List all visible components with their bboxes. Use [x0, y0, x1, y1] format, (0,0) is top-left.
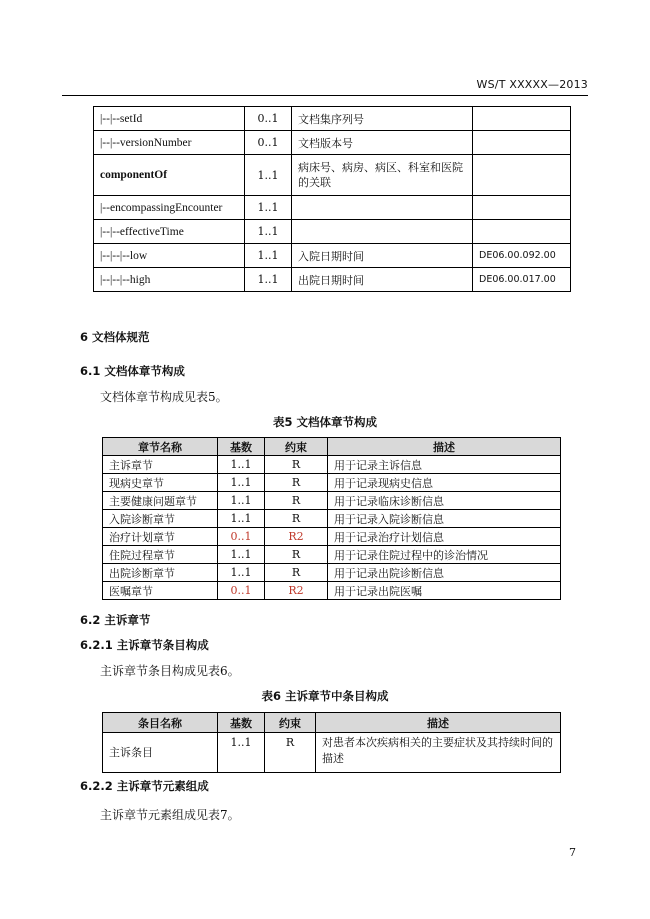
constraint: R	[265, 456, 328, 474]
constraint: R	[265, 546, 328, 564]
element-name: |--encompassingEncounter	[94, 196, 245, 220]
column-header: 描述	[316, 713, 561, 733]
cardinality: 1..1	[218, 510, 265, 528]
table-row	[94, 107, 571, 131]
column-header: 条目名称	[103, 713, 218, 733]
description: 对患者本次疾病相关的主要症状及其持续时间的描述	[316, 733, 561, 773]
cardinality: 1..1	[245, 268, 292, 292]
section-heading-6-2: 6.2 主诉章节	[80, 613, 151, 627]
cardinality: 0..1	[218, 582, 265, 600]
table-row	[103, 546, 561, 564]
data-element-code	[473, 155, 571, 196]
table-row	[103, 456, 561, 474]
table-header-row	[103, 713, 561, 733]
table-row	[103, 510, 561, 528]
data-element-code	[473, 131, 571, 155]
entry-name: 主诉条目	[103, 733, 218, 773]
description: 用于记录临床诊断信息	[328, 492, 561, 510]
cardinality: 1..1	[245, 220, 292, 244]
element-name: componentOf	[94, 155, 245, 196]
document-code: WS/T XXXXX—2013	[476, 78, 588, 91]
cardinality: 1..1	[245, 155, 292, 196]
table-row	[103, 492, 561, 510]
table6-caption: 表6 主诉章节中条目构成	[261, 689, 389, 703]
section-name: 主要健康问题章节	[103, 492, 218, 510]
description: 用于记录入院诊断信息	[328, 510, 561, 528]
cardinality: 1..1	[218, 564, 265, 582]
data-element-code	[473, 107, 571, 131]
section-name: 治疗计划章节	[103, 528, 218, 546]
constraint: R	[265, 510, 328, 528]
cardinality: 1..1	[218, 456, 265, 474]
element-name: |--|--versionNumber	[94, 131, 245, 155]
section-name: 住院过程章节	[103, 546, 218, 564]
description: 用于记录主诉信息	[328, 456, 561, 474]
description: 文档集序列号	[292, 107, 473, 131]
table-row	[94, 268, 571, 292]
page-number: 7	[569, 846, 576, 859]
description	[292, 220, 473, 244]
table-row	[94, 155, 571, 196]
paragraph-6-2-1: 主诉章节条目构成见表6。	[100, 664, 240, 678]
paragraph-6-1: 文档体章节构成见表5。	[100, 390, 228, 404]
element-name: |--|--|--low	[94, 244, 245, 268]
description: 用于记录出院诊断信息	[328, 564, 561, 582]
paragraph-6-2-2: 主诉章节元素组成见表7。	[100, 808, 240, 822]
constraint: R	[265, 564, 328, 582]
cardinality: 1..1	[218, 546, 265, 564]
section-name: 医嘱章节	[103, 582, 218, 600]
description	[292, 196, 473, 220]
section-heading-6-2-2: 6.2.2 主诉章节元素组成	[80, 779, 209, 793]
constraint: R2	[265, 528, 328, 546]
section-name: 主诉章节	[103, 456, 218, 474]
table-row	[103, 582, 561, 600]
constraint: R	[265, 474, 328, 492]
constraint: R2	[265, 582, 328, 600]
section-heading-6: 6 文档体规范	[80, 330, 150, 344]
section-table	[102, 437, 561, 600]
description: 用于记录出院医嘱	[328, 582, 561, 600]
table-row	[103, 733, 561, 773]
column-header: 基数	[218, 438, 265, 456]
section-heading-6-1: 6.1 文档体章节构成	[80, 364, 185, 378]
description: 出院日期时间	[292, 268, 473, 292]
description: 用于记录治疗计划信息	[328, 528, 561, 546]
description: 入院日期时间	[292, 244, 473, 268]
data-element-code: DE06.00.092.00	[473, 244, 571, 268]
section-name: 现病史章节	[103, 474, 218, 492]
table-row	[103, 528, 561, 546]
section-name: 入院诊断章节	[103, 510, 218, 528]
constraint: R	[265, 733, 316, 773]
data-element-code: DE06.00.017.00	[473, 268, 571, 292]
table-row	[94, 244, 571, 268]
element-table	[93, 106, 571, 292]
data-element-code	[473, 196, 571, 220]
description: 病床号、病房、病区、科室和医院的关联	[292, 155, 473, 196]
table-row	[94, 196, 571, 220]
table-row	[103, 564, 561, 582]
table-row	[94, 220, 571, 244]
column-header: 基数	[218, 713, 265, 733]
element-name: |--|--setId	[94, 107, 245, 131]
section-name: 出院诊断章节	[103, 564, 218, 582]
section-heading-6-2-1: 6.2.1 主诉章节条目构成	[80, 638, 209, 652]
description: 用于记录住院过程中的诊治情况	[328, 546, 561, 564]
column-header: 描述	[328, 438, 561, 456]
cardinality: 1..1	[218, 733, 265, 773]
cardinality: 1..1	[218, 492, 265, 510]
constraint: R	[265, 492, 328, 510]
column-header: 约束	[265, 713, 316, 733]
cardinality: 0..1	[245, 131, 292, 155]
cardinality: 1..1	[245, 244, 292, 268]
table-row	[103, 474, 561, 492]
cardinality: 0..1	[218, 528, 265, 546]
element-name: |--|--effectiveTime	[94, 220, 245, 244]
entry-table	[102, 712, 561, 773]
cardinality: 1..1	[245, 196, 292, 220]
table5-caption: 表5 文档体章节构成	[272, 415, 377, 429]
description: 文档版本号	[292, 131, 473, 155]
description: 用于记录现病史信息	[328, 474, 561, 492]
element-name: |--|--|--high	[94, 268, 245, 292]
table-header-row	[103, 438, 561, 456]
header-rule	[62, 95, 588, 96]
data-element-code	[473, 220, 571, 244]
table-row	[94, 131, 571, 155]
cardinality: 1..1	[218, 474, 265, 492]
column-header: 约束	[265, 438, 328, 456]
cardinality: 0..1	[245, 107, 292, 131]
column-header: 章节名称	[103, 438, 218, 456]
